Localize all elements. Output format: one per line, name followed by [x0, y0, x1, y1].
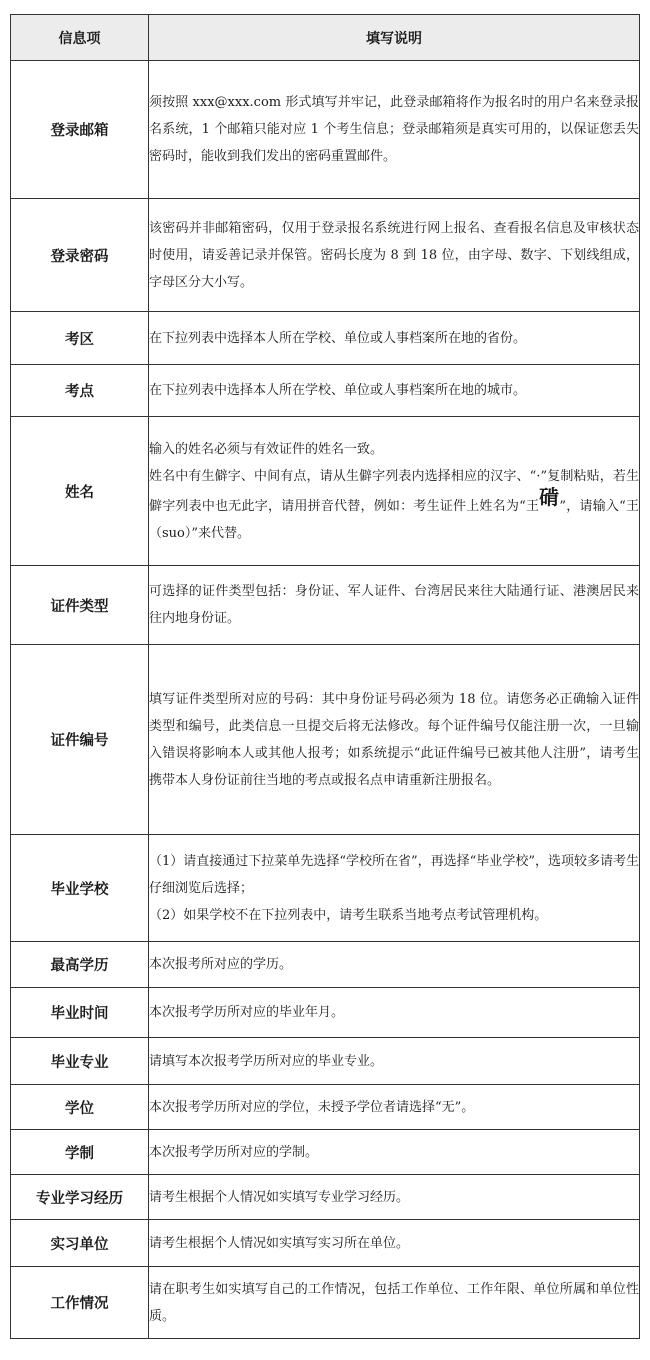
table-row — [11, 1175, 640, 1220]
description-text: ”，请输入“王（suo）”来代替。 — [149, 498, 639, 541]
table-row — [11, 942, 640, 988]
description-text: 本次报考所对应的学历。 — [149, 957, 293, 972]
table-row — [11, 1220, 640, 1267]
row-label: 考点 — [11, 365, 149, 417]
row-label: 考区 — [11, 312, 149, 365]
table-row — [11, 835, 640, 942]
row-description — [149, 942, 640, 988]
description-text: 请在职考生如实填写自己的工作情况，包括工作单位、工作年限、单位所属和单位性质。 — [149, 1281, 639, 1324]
row-label: 学制 — [11, 1130, 149, 1175]
row-description — [149, 645, 640, 835]
description-text: （1）请直接通过下拉菜单先选择“学校所在省”，再选择“毕业学校”，选项较多请考生仔细浏览后选择； — [149, 853, 639, 896]
row-description — [149, 1267, 640, 1339]
description-text: 姓名中有生僻字、中间有点，请从生僻字列表内选择相应的汉字、“·”复制粘贴，若生僻字列表中也无此字，请用拼音代替，例如：考生证件上姓名为“王 — [149, 468, 639, 514]
table-header-row — [11, 15, 640, 61]
row-description — [149, 566, 640, 645]
table-row — [11, 1130, 640, 1175]
table-row — [11, 61, 640, 199]
description-text: 在下拉列表中选择本人所在学校、单位或人事档案所在地的省份。 — [149, 330, 527, 346]
row-description — [149, 1085, 640, 1130]
row-label: 登录密码 — [11, 199, 149, 312]
row-label: 毕业学校 — [11, 835, 149, 942]
rare-character-glyph: 𬒔 — [539, 484, 560, 509]
table-row — [11, 645, 640, 835]
row-label: 毕业专业 — [11, 1038, 149, 1085]
row-label: 证件类型 — [11, 566, 149, 645]
description-text: 本次报考学历所对应的毕业年月。 — [149, 1005, 345, 1020]
row-description — [149, 1220, 640, 1267]
row-description — [149, 365, 640, 417]
description-text: 输入的姓名必须与有效证件的姓名一致。 — [149, 441, 384, 457]
row-label: 专业学习经历 — [11, 1175, 149, 1220]
row-label: 毕业时间 — [11, 988, 149, 1038]
table-row — [11, 1085, 640, 1130]
table-row — [11, 365, 640, 417]
description-text: （2）如果学校不在下拉列表中，请考生联系当地考点考试管理机构。 — [149, 907, 548, 923]
row-label: 姓名 — [11, 417, 149, 566]
row-description — [149, 61, 640, 199]
description-text: 请考生根据个人情况如实填写专业学习经历。 — [149, 1189, 410, 1205]
description-text: 该密码并非邮箱密码，仅用于登录报名系统进行网上报名、查看报名信息及审核状态时使用，请妥善记录并保管。密码长度为 8 到 18 位，由字母、数字、下划线组成，字母区分大小写。 — [149, 220, 639, 290]
row-description — [149, 1038, 640, 1085]
row-label: 登录邮箱 — [11, 61, 149, 199]
row-description — [149, 1130, 640, 1175]
row-label: 实习单位 — [11, 1220, 149, 1267]
row-description — [149, 988, 640, 1038]
table-row — [11, 1267, 640, 1339]
row-label: 最高学历 — [11, 942, 149, 988]
row-description — [149, 835, 640, 942]
description-text: 请考生根据个人情况如实填写实习所在单位。 — [149, 1235, 410, 1251]
description-text — [149, 463, 639, 547]
description-text: 本次报考学历所对应的学位，未授予学位者请选择“无”。 — [149, 1099, 475, 1115]
row-description — [149, 417, 640, 566]
description-text: 填写证件类型所对应的号码：其中身份证号码必须为 18 位。请您务必正确输入证件类型和编号，此类信息一旦提交后将无法修改。每个证件编号仅能注册一次，一旦输入错误将影响本人或其他人报考；如系统提示“此证件编号已被其他人注册”，请考生携带本人身份证前往当地的考点或报名点申请重新注册报名。 — [149, 691, 639, 788]
table-row — [11, 1038, 640, 1085]
header-info-item: 信息项 — [11, 15, 149, 61]
table-row — [11, 417, 640, 566]
table-row — [11, 199, 640, 312]
description-text: 可选择的证件类型包括：身份证、军人证件、台湾居民来往大陆通行证、港澳居民来往内地身份证。 — [149, 584, 639, 626]
row-description — [149, 312, 640, 365]
row-label: 工作情况 — [11, 1267, 149, 1339]
row-label: 学位 — [11, 1085, 149, 1130]
table-row — [11, 566, 640, 645]
description-text: 在下拉列表中选择本人所在学校、单位或人事档案所在地的城市。 — [149, 383, 527, 398]
row-description — [149, 1175, 640, 1220]
row-description — [149, 199, 640, 312]
table-row — [11, 988, 640, 1038]
header-instructions: 填写说明 — [149, 15, 640, 61]
row-label: 证件编号 — [11, 645, 149, 835]
registration-info-table — [10, 14, 640, 1339]
table-row — [11, 312, 640, 365]
description-text: 须按照 xxx@xxx.com 形式填写并牢记，此登录邮箱将作为报名时的用户名来登录报名系统，1 个邮箱只能对应 1 个考生信息；登录邮箱须是真实可用的，以保证您丢失密码时，能收到我们发出的密码重置邮件。 — [149, 95, 639, 164]
description-text: 本次报考学历所对应的学制。 — [149, 1144, 319, 1160]
description-text: 请填写本次报考学历所对应的毕业专业。 — [149, 1053, 384, 1069]
